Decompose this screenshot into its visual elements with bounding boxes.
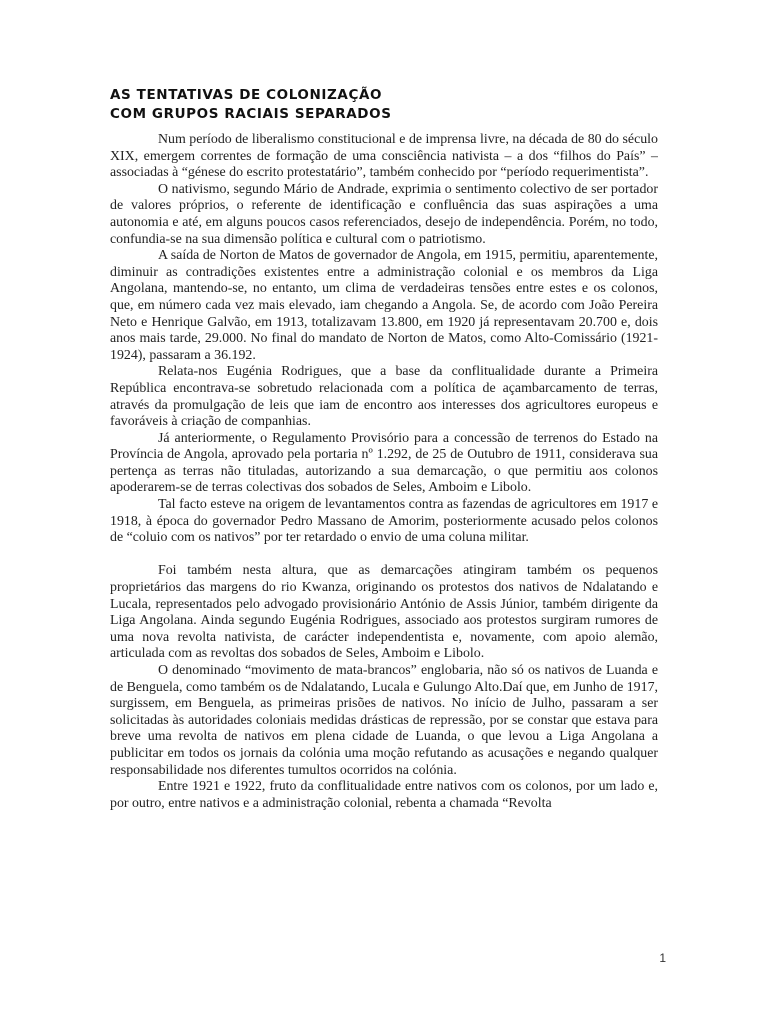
paragraph: Tal facto esteve na origem de levantamentos contra as fazendas de agricultores em 1917 e 1918, à época do governador Pedro Massano de Amorim, posteriormente acusado pelos colonos de “coluio com os nativos” por ter retardado o envio de uma coluna militar. xyxy=(110,497,658,546)
paragraph: Foi também nesta altura, que as demarcações atingiram também os pequenos proprietários das margens do rio Kwanza, originando os protestos dos nativos de Ndalatando e Lucala, representados pelo advogado provisionário António de Assis Júnior, também dirigente da Liga Angolana. Ainda segundo Eugénia Rodrigues, associado aos protestos surgiram rumores de uma nova revolta nativista, de carácter independentista e, novamente, com apoio alemão, articulada com as revoltas dos sobados de Seles, Amboim e Libolo. xyxy=(110,563,658,662)
paragraph: O denominado “movimento de mata-brancos” englobaria, não só os nativos de Luanda e de Benguela, como também os de Ndalatando, Lucala e Gulungo Alto.Daí que, em Junho de 1917, surgissem, em Benguela, as primeiras prisões de nativos. No início de Julho, passaram a ser solicitadas às autoridades coloniais medidas drásticas de repressão, por se constar que estava para breve uma revolta de nativos em plena cidade de Luanda, o que levou a Liga Angolana a publicitar em todos os jornais da colónia uma moção refutando as acusações e negando qualquer responsabilidade nos diferentes tumultos ocorridos na colónia. xyxy=(110,663,658,778)
document-body xyxy=(110,132,658,812)
paragraph: Num período de liberalismo constitucional e de imprensa livre, na década de 80 do século XIX, emergem correntes de formação de uma consciência nativista – a dos “filhos do País” – associadas à “génese do escrito protestatário”, também conhecido por “período requerimentista”. xyxy=(110,132,658,181)
title-line-2: COM GRUPOS RACIAIS SEPARADOS xyxy=(110,106,392,122)
document-title xyxy=(110,86,658,124)
paragraph: Entre 1921 e 1922, fruto da conflitualidade entre nativos com os colonos, por um lado e, por outro, entre nativos e a administração colonial, rebenta a chamada “Revolta xyxy=(110,779,658,811)
paragraph: A saída de Norton de Matos de governador de Angola, em 1915, permitiu, aparentemente, diminuir as contradições existentes entre a administração colonial e os membros da Liga Angolana, mantendo-se, no entanto, um clima de verdadeiras tensões entre estes e os colonos, que, em número cada vez mais elevado, iam chegando a Angola. Se, de acordo com João Pereira Neto e Henrique Galvão, em 1913, totalizavam 13.800, em 1920 já representavam 20.700 e, dois anos mais tarde, 29.000. No final do mandato de Norton de Matos, como Alto-Comissário (1921-1924), passaram a 36.192. xyxy=(110,248,658,363)
title-line-1: AS TENTATIVAS DE COLONIZAÇÃO xyxy=(110,87,383,103)
paragraph: Relata-nos Eugénia Rodrigues, que a base da conflitualidade durante a Primeira República encontrava-se sobretudo relacionada com a política de açambarcamento de terras, através da promulgação de leis que iam de encontro aos interesses dos agricultores europeus e favoráveis à criação de companhias. xyxy=(110,364,658,430)
page-number: 1 xyxy=(659,951,666,965)
paragraph: O nativismo, segundo Mário de Andrade, exprimia o sentimento colectivo de ser portador de valores próprios, o referente de identificação e confluência das suas aspirações a uma autonomia e até, em alguns poucos casos referenciados, desejo de independência. Porém, no todo, confundia-se na sua dimensão política e cultural com o patriotismo. xyxy=(110,181,658,247)
document-page xyxy=(110,86,658,946)
paragraph: Já anteriormente, o Regulamento Provisório para a concessão de terrenos do Estado na Província de Angola, aprovado pela portaria nº 1.292, de 25 de Outubro de 1911, considerava sua pertença as terras não tituladas, autorizando a sua demarcação, o que permitiu aos colonos apoderarem-se de terras colectivas dos sobados de Seles, Amboim e Libolo. xyxy=(110,430,658,496)
